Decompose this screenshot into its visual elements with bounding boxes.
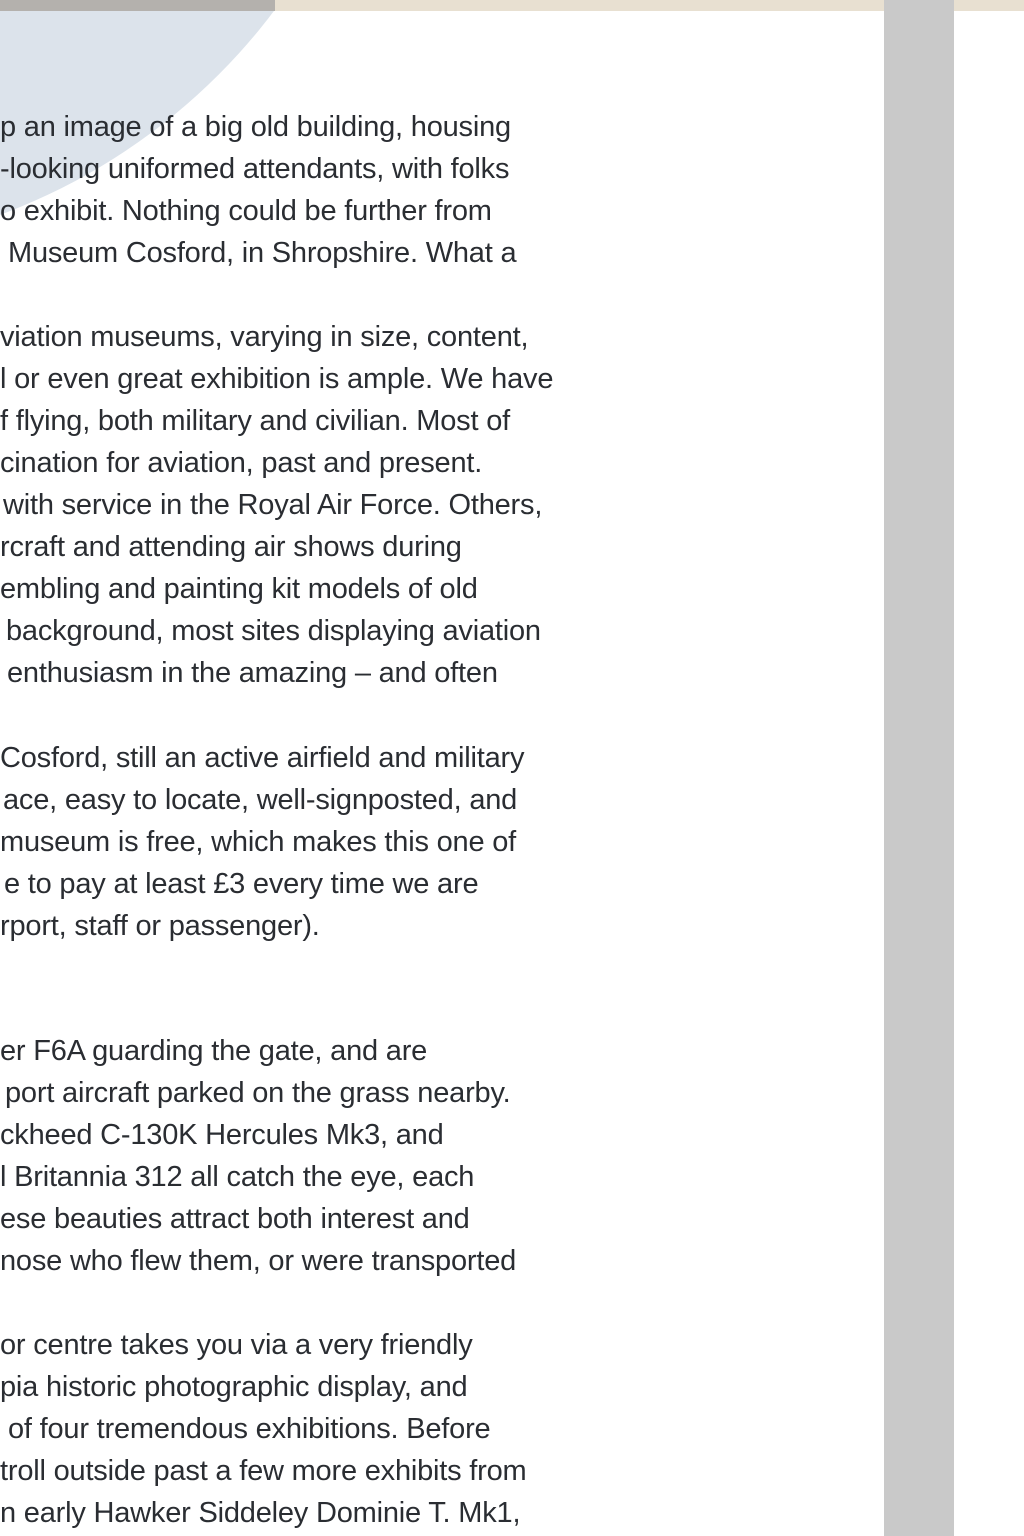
text-line: n early Hawker Siddeley Dominie T. Mk1, — [0, 1497, 521, 1529]
paragraph-3 — [0, 737, 620, 947]
text-line: cination for aviation, past and present. — [0, 447, 483, 479]
text-line: port aircraft parked on the grass nearby. — [5, 1077, 511, 1109]
text-line: rport, staff or passenger). — [0, 910, 320, 942]
text-line: or centre takes you via a very friendly — [0, 1329, 473, 1361]
text-line: o exhibit. Nothing could be further from — [0, 195, 492, 227]
text-line: museum is free, which makes this one of — [0, 826, 517, 858]
text-line: pia historic photographic display, and — [0, 1371, 468, 1403]
text-line: l or even great exhibition is ample. We have — [0, 363, 554, 395]
text-line: embling and painting kit models of old — [0, 573, 478, 605]
text-line: troll outside past a few more exhibits from — [0, 1455, 527, 1487]
text-line: background, most sites displaying aviation — [6, 615, 541, 647]
text-line: l Britannia 312 all catch the eye, each — [0, 1161, 475, 1193]
vertical-margin-bar — [884, 0, 954, 1536]
paragraph-5 — [0, 1324, 620, 1534]
text-line: viation museums, varying in size, content, — [0, 321, 529, 353]
text-line: er F6A guarding the gate, and are — [0, 1035, 428, 1067]
text-line: f flying, both military and civilian. Most of — [0, 405, 510, 437]
text-line: with service in the Royal Air Force. Others, — [3, 489, 543, 521]
paragraph-4 — [0, 1030, 620, 1282]
text-line: e to pay at least £3 every time we are — [4, 868, 479, 900]
text-line: ese beauties attract both interest and — [0, 1203, 470, 1235]
paragraph-1 — [0, 106, 620, 274]
text-line: rcraft and attending air shows during — [0, 531, 462, 563]
text-line: enthusiasm in the amazing – and often — [7, 657, 498, 689]
text-line: of four tremendous exhibitions. Before — [8, 1413, 491, 1445]
text-line: p an image of a big old building, housing — [0, 111, 511, 143]
text-line: -looking uniformed attendants, with folks — [0, 153, 510, 185]
paragraph-2 — [0, 316, 620, 694]
text-line: ckheed C-130K Hercules Mk3, and — [0, 1119, 444, 1151]
text-line: nose who flew them, or were transported — [0, 1245, 517, 1277]
text-line: Cosford, still an active airfield and military — [0, 742, 525, 774]
text-line: Museum Cosford, in Shropshire. What a — [8, 237, 517, 269]
text-line: ace, easy to locate, well-signposted, and — [3, 784, 518, 816]
